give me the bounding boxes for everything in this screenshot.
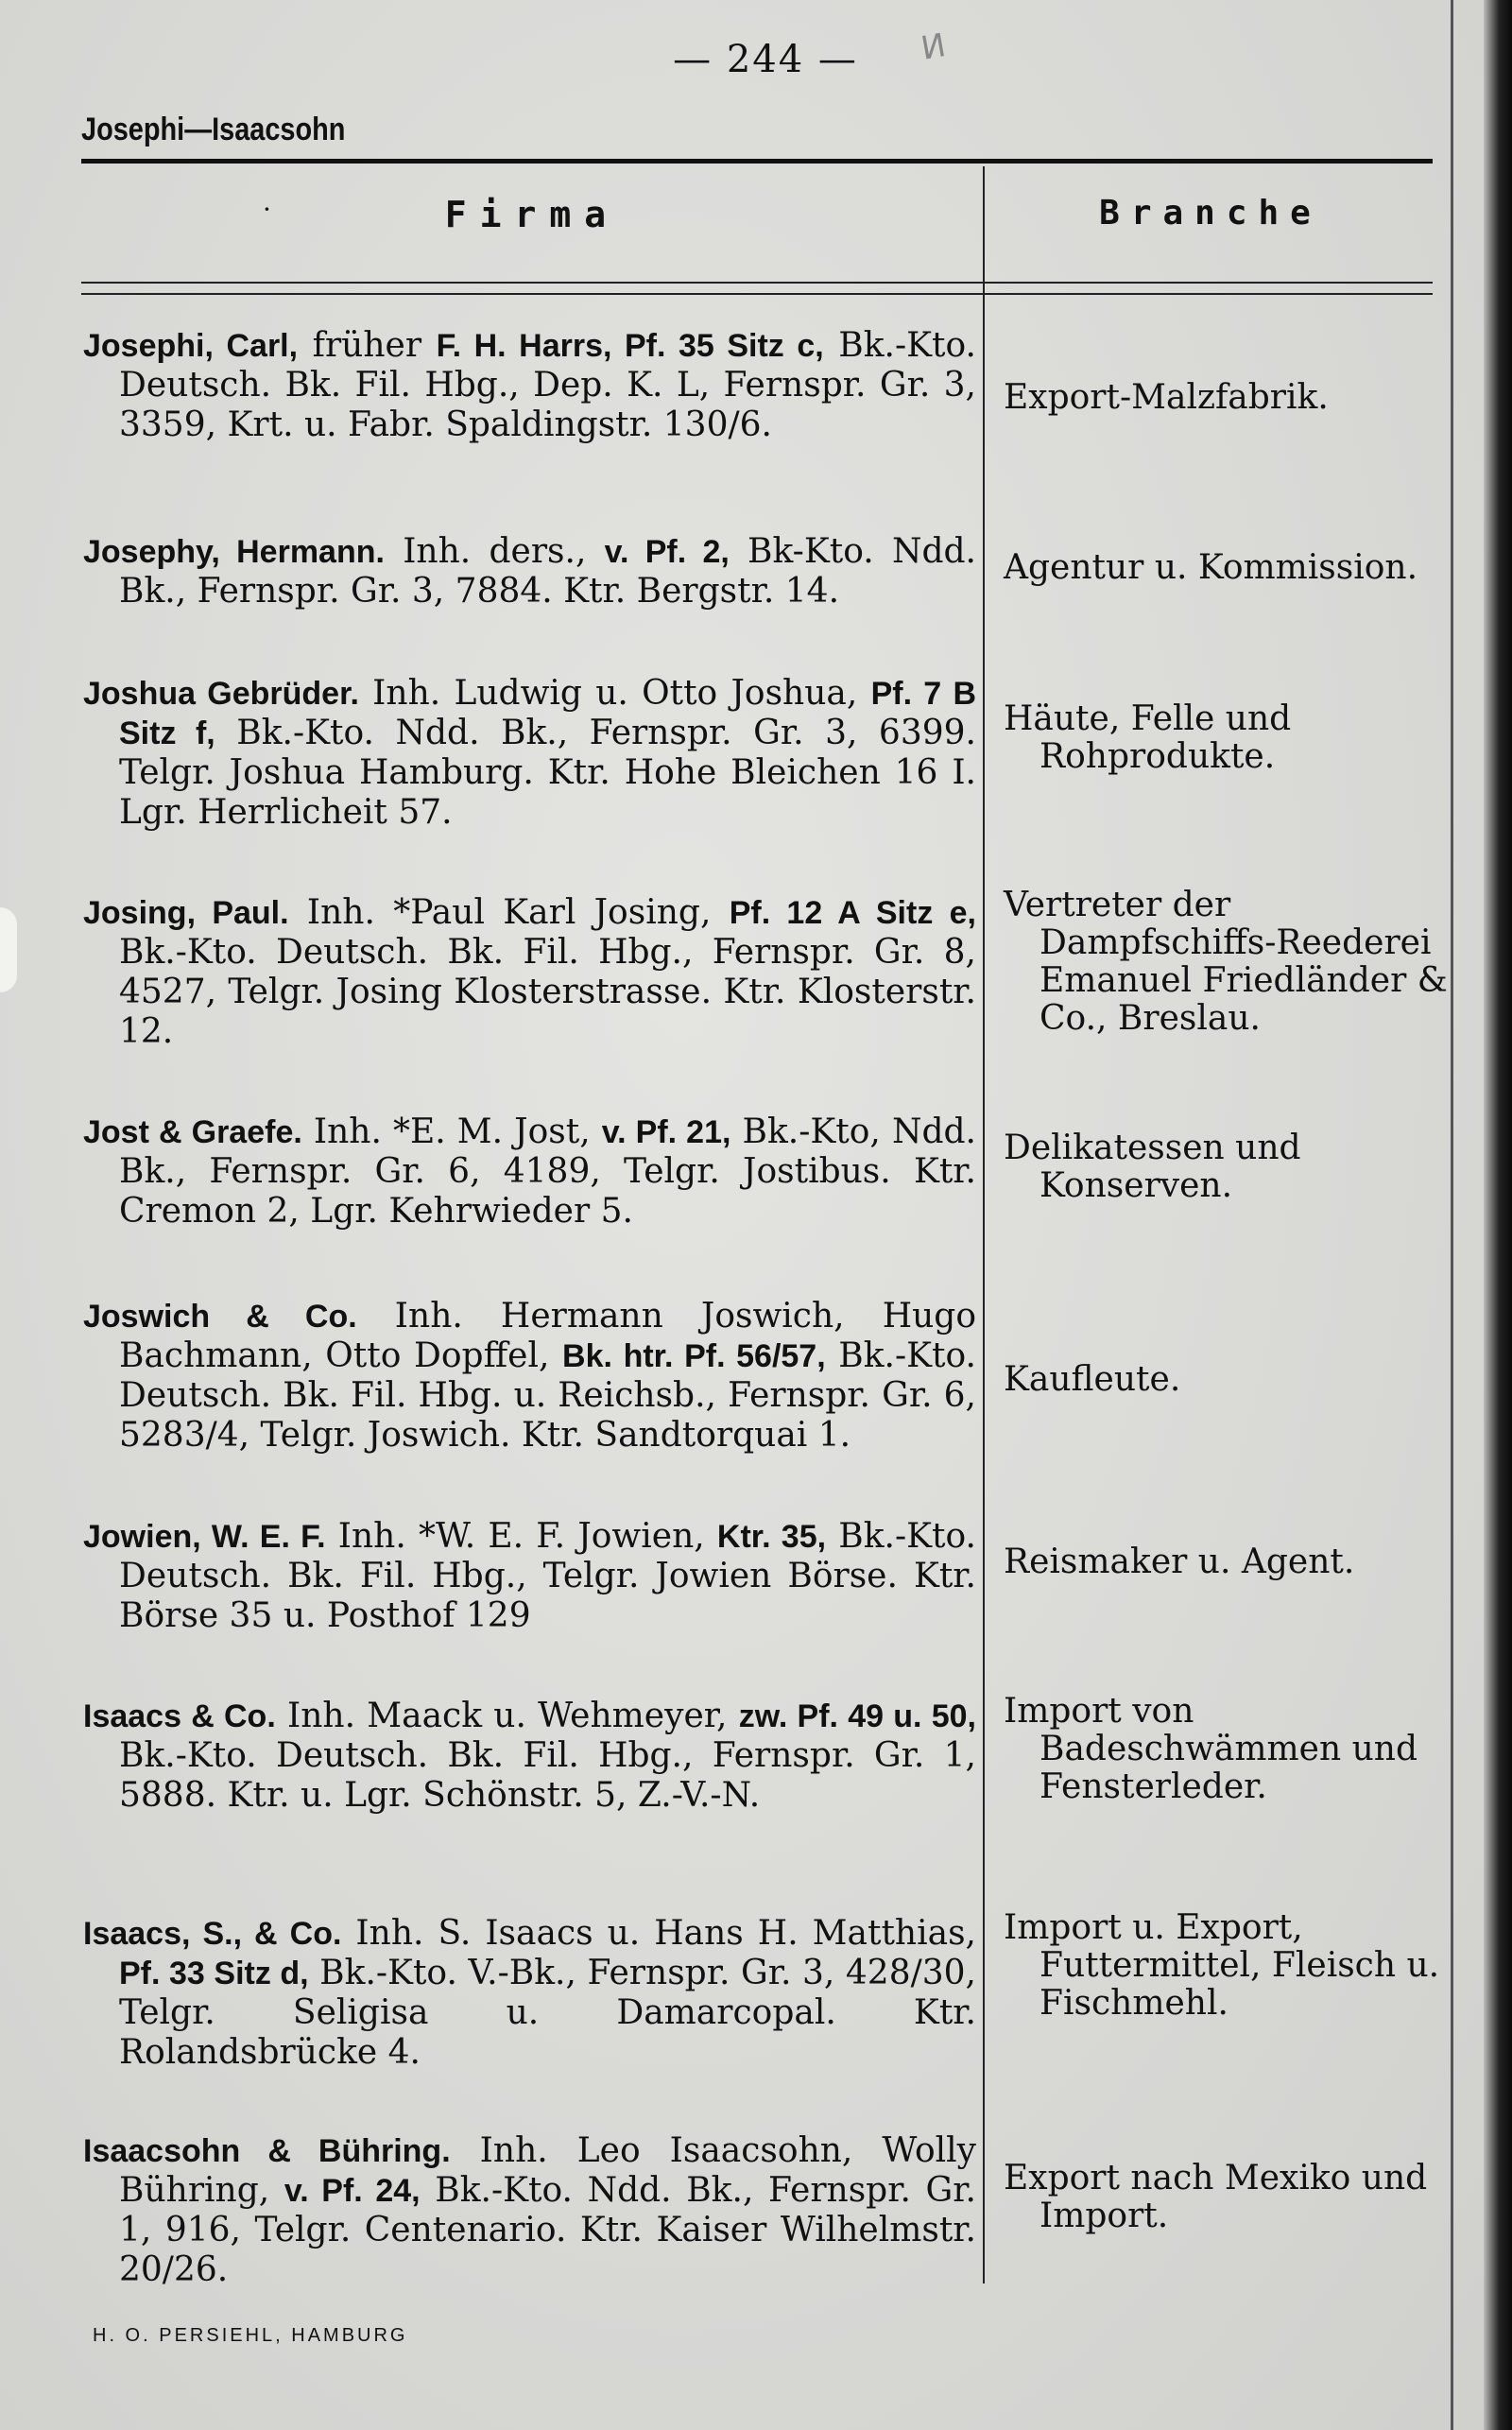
entry-branche: Häute, Felle und Rohprodukte. bbox=[1004, 699, 1292, 776]
entry-firma bbox=[83, 674, 976, 833]
page-number: — 244 — bbox=[673, 38, 858, 81]
firm-name: Joswich & Co. bbox=[83, 1299, 357, 1335]
entry-text: Bk.-Kto, Ndd. Bk., Fernspr. Gr. 6, 4189, Telgr. Jostibus. Ktr. Cremon 2, Lgr. Kehrwieder 5. bbox=[119, 1112, 976, 1231]
firm-name: Josephi, Carl, bbox=[83, 328, 299, 364]
entry-text: Bk.-Kto. Deutsch. Bk. Fil. Hbg., Fernspr. Gr. 8, 4527, Telgr. Josing Klosterstrasse. Ktr. Klosterstr. 12. bbox=[119, 933, 976, 1051]
entry-postbox: Ktr. 35, bbox=[716, 1519, 827, 1555]
entry-text: Bk-Kto. Ndd. Bk., Fernspr. Gr. 3, 7884. Ktr. Bergstr. 14. bbox=[119, 532, 976, 611]
entry-firma bbox=[83, 1112, 976, 1232]
column-header-firma: Firma bbox=[444, 194, 620, 235]
entry-branche: Delikatessen und Konserven. bbox=[1004, 1129, 1301, 1205]
entry-postbox: Bk. htr. Pf. 56/57, bbox=[562, 1338, 826, 1374]
firm-name: Isaacs, S., & Co. bbox=[83, 1916, 342, 1952]
column-header-row bbox=[81, 194, 1433, 250]
entry-text: Inh. *E. M. Jost, bbox=[301, 1112, 602, 1151]
entry-text: Inh. *Paul Karl Josing, bbox=[288, 893, 730, 932]
entry-firma bbox=[83, 893, 976, 1052]
entry-firma bbox=[83, 532, 976, 612]
entry-text: Inh. Maack u. Wehmeyer, bbox=[275, 1697, 739, 1735]
column-divider bbox=[983, 166, 985, 2284]
entry-text: Bk.-Kto. Deutsch. Bk. Fil. Hbg., Fernspr. Gr. 1, 5888. Ktr. u. Lgr. Schönstr. 5, Z.-V.-N. bbox=[119, 1736, 976, 1815]
running-head: Josephi—Isaacsohn bbox=[81, 112, 346, 147]
entry-firma bbox=[83, 1914, 976, 2073]
entry-postbox: v. Pf. 2, bbox=[604, 534, 730, 570]
entry-text: Inh. Hermann Joswich, Hugo Bachmann, Otto Dopffel, bbox=[119, 1297, 976, 1375]
entry-branche: Export-Malzfabrik. bbox=[1004, 378, 1329, 417]
entry-firma bbox=[83, 1517, 976, 1636]
entry-text: Bk.-Kto. Ndd. Bk., Fernspr. Gr. 1, 916, Telgr. Centenario. Ktr. Kaiser Wilhelmstr. 20/26. bbox=[119, 2171, 976, 2289]
entry-branche: Export nach Mexiko und Import. bbox=[1004, 2159, 1428, 2235]
entry-text: Bk.-Kto. Deutsch. Bk. Fil. Hbg., Dep. K. L, Fernspr. Gr. 3, 3359, Krt. u. Fabr. Spaldingstr. 130/6. bbox=[119, 326, 976, 444]
entry-text: Inh. Leo Isaacsohn, Wolly Bühring, bbox=[119, 2131, 976, 2210]
firm-name: Jost & Graefe. bbox=[83, 1114, 302, 1150]
page-edge-shadow bbox=[1484, 0, 1512, 2430]
entry-text: Inh. Ludwig u. Otto Joshua, bbox=[358, 674, 871, 713]
firm-name: Joshua Gebrüder. bbox=[83, 676, 359, 712]
header-dot: · bbox=[263, 194, 271, 225]
firm-name: Isaacs & Co. bbox=[83, 1698, 276, 1734]
page-edge-line bbox=[1451, 0, 1453, 2430]
entry-postbox: Pf. 7 B Sitz f, bbox=[119, 676, 976, 751]
header-rule bbox=[81, 159, 1433, 164]
entry-postbox: Pf. 12 A Sitz e, bbox=[729, 895, 976, 931]
entry-branche: Vertreter der Dampfschiffs-Reederei Emanuel Friedländer & Co., Breslau. bbox=[1004, 886, 1448, 1038]
entry-text: Bk.-Kto. Ndd. Bk., Fernspr. Gr. 3, 6399. Telgr. Joshua Hamburg. Ktr. Hohe Bleichen 16 I. Lgr. Herrlicheit 57. bbox=[119, 714, 976, 832]
entry-firma bbox=[83, 1697, 976, 1816]
page-edge-notch bbox=[0, 907, 17, 992]
pencil-annotation: И bbox=[918, 26, 949, 68]
column-header-branche: Branche bbox=[1099, 194, 1322, 233]
entry-text: Bk.-Kto. Deutsch. Bk. Fil. Hbg. u. Reichsb., Fernspr. Gr. 6, 5283/4, Telgr. Joswich. Ktr. Sandtorquai 1. bbox=[119, 1336, 976, 1455]
firm-name: Jowien, W. E. F. bbox=[83, 1519, 326, 1555]
entry-postbox: v. Pf. 21, bbox=[601, 1114, 731, 1150]
entry-postbox: Pf. 33 Sitz d, bbox=[119, 1956, 309, 1991]
entry-text: Bk.-Kto. Deutsch. Bk. Fil. Hbg., Telgr. Jowien Börse. Ktr. Börse 35 u. Posthof 129 bbox=[119, 1517, 976, 1635]
firm-name: Josephy, Hermann. bbox=[83, 534, 385, 570]
entry-firma bbox=[83, 326, 976, 445]
entry-text: Inh. *W. E. F. Jowien, bbox=[325, 1517, 717, 1556]
entry-branche: Import von Badeschwämmen und Fensterleder. bbox=[1004, 1692, 1418, 1806]
entry-branche: Reismaker u. Agent. bbox=[1004, 1542, 1355, 1581]
entry-branche: Agentur u. Kommission. bbox=[1004, 548, 1418, 587]
entry-text: Bk.-Kto. V.-Bk., Fernspr. Gr. 3, 428/30, Telgr. Seligisa u. Damarcopal. Ktr. Rolandsbrücke 4. bbox=[119, 1954, 976, 2072]
entry-text: Inh. ders., bbox=[384, 532, 605, 571]
firm-name: Josing, Paul. bbox=[83, 895, 289, 931]
header-double-rule bbox=[81, 282, 1433, 295]
entry-postbox: zw. Pf. 49 u. 50, bbox=[738, 1698, 976, 1734]
entry-postbox: F. H. Harrs, Pf. 35 Sitz c, bbox=[436, 328, 824, 364]
firm-name: Isaacsohn & Bühring. bbox=[83, 2133, 451, 2169]
entry-text: früher bbox=[312, 326, 437, 365]
printer-imprint: H. O. PERSIEHL, HAMBURG bbox=[93, 2325, 408, 2346]
entry-firma bbox=[83, 2131, 976, 2290]
entry-firma bbox=[83, 1297, 976, 1456]
entry-text: Inh. S. Isaacs u. Hans H. Matthias, bbox=[341, 1914, 976, 1953]
entry-branche: Kaufleute. bbox=[1004, 1360, 1181, 1399]
entry-postbox: v. Pf. 24, bbox=[284, 2173, 421, 2209]
entry-branche: Import u. Export, Futtermittel, Fleisch u. Fischmehl. bbox=[1004, 1908, 1440, 2023]
